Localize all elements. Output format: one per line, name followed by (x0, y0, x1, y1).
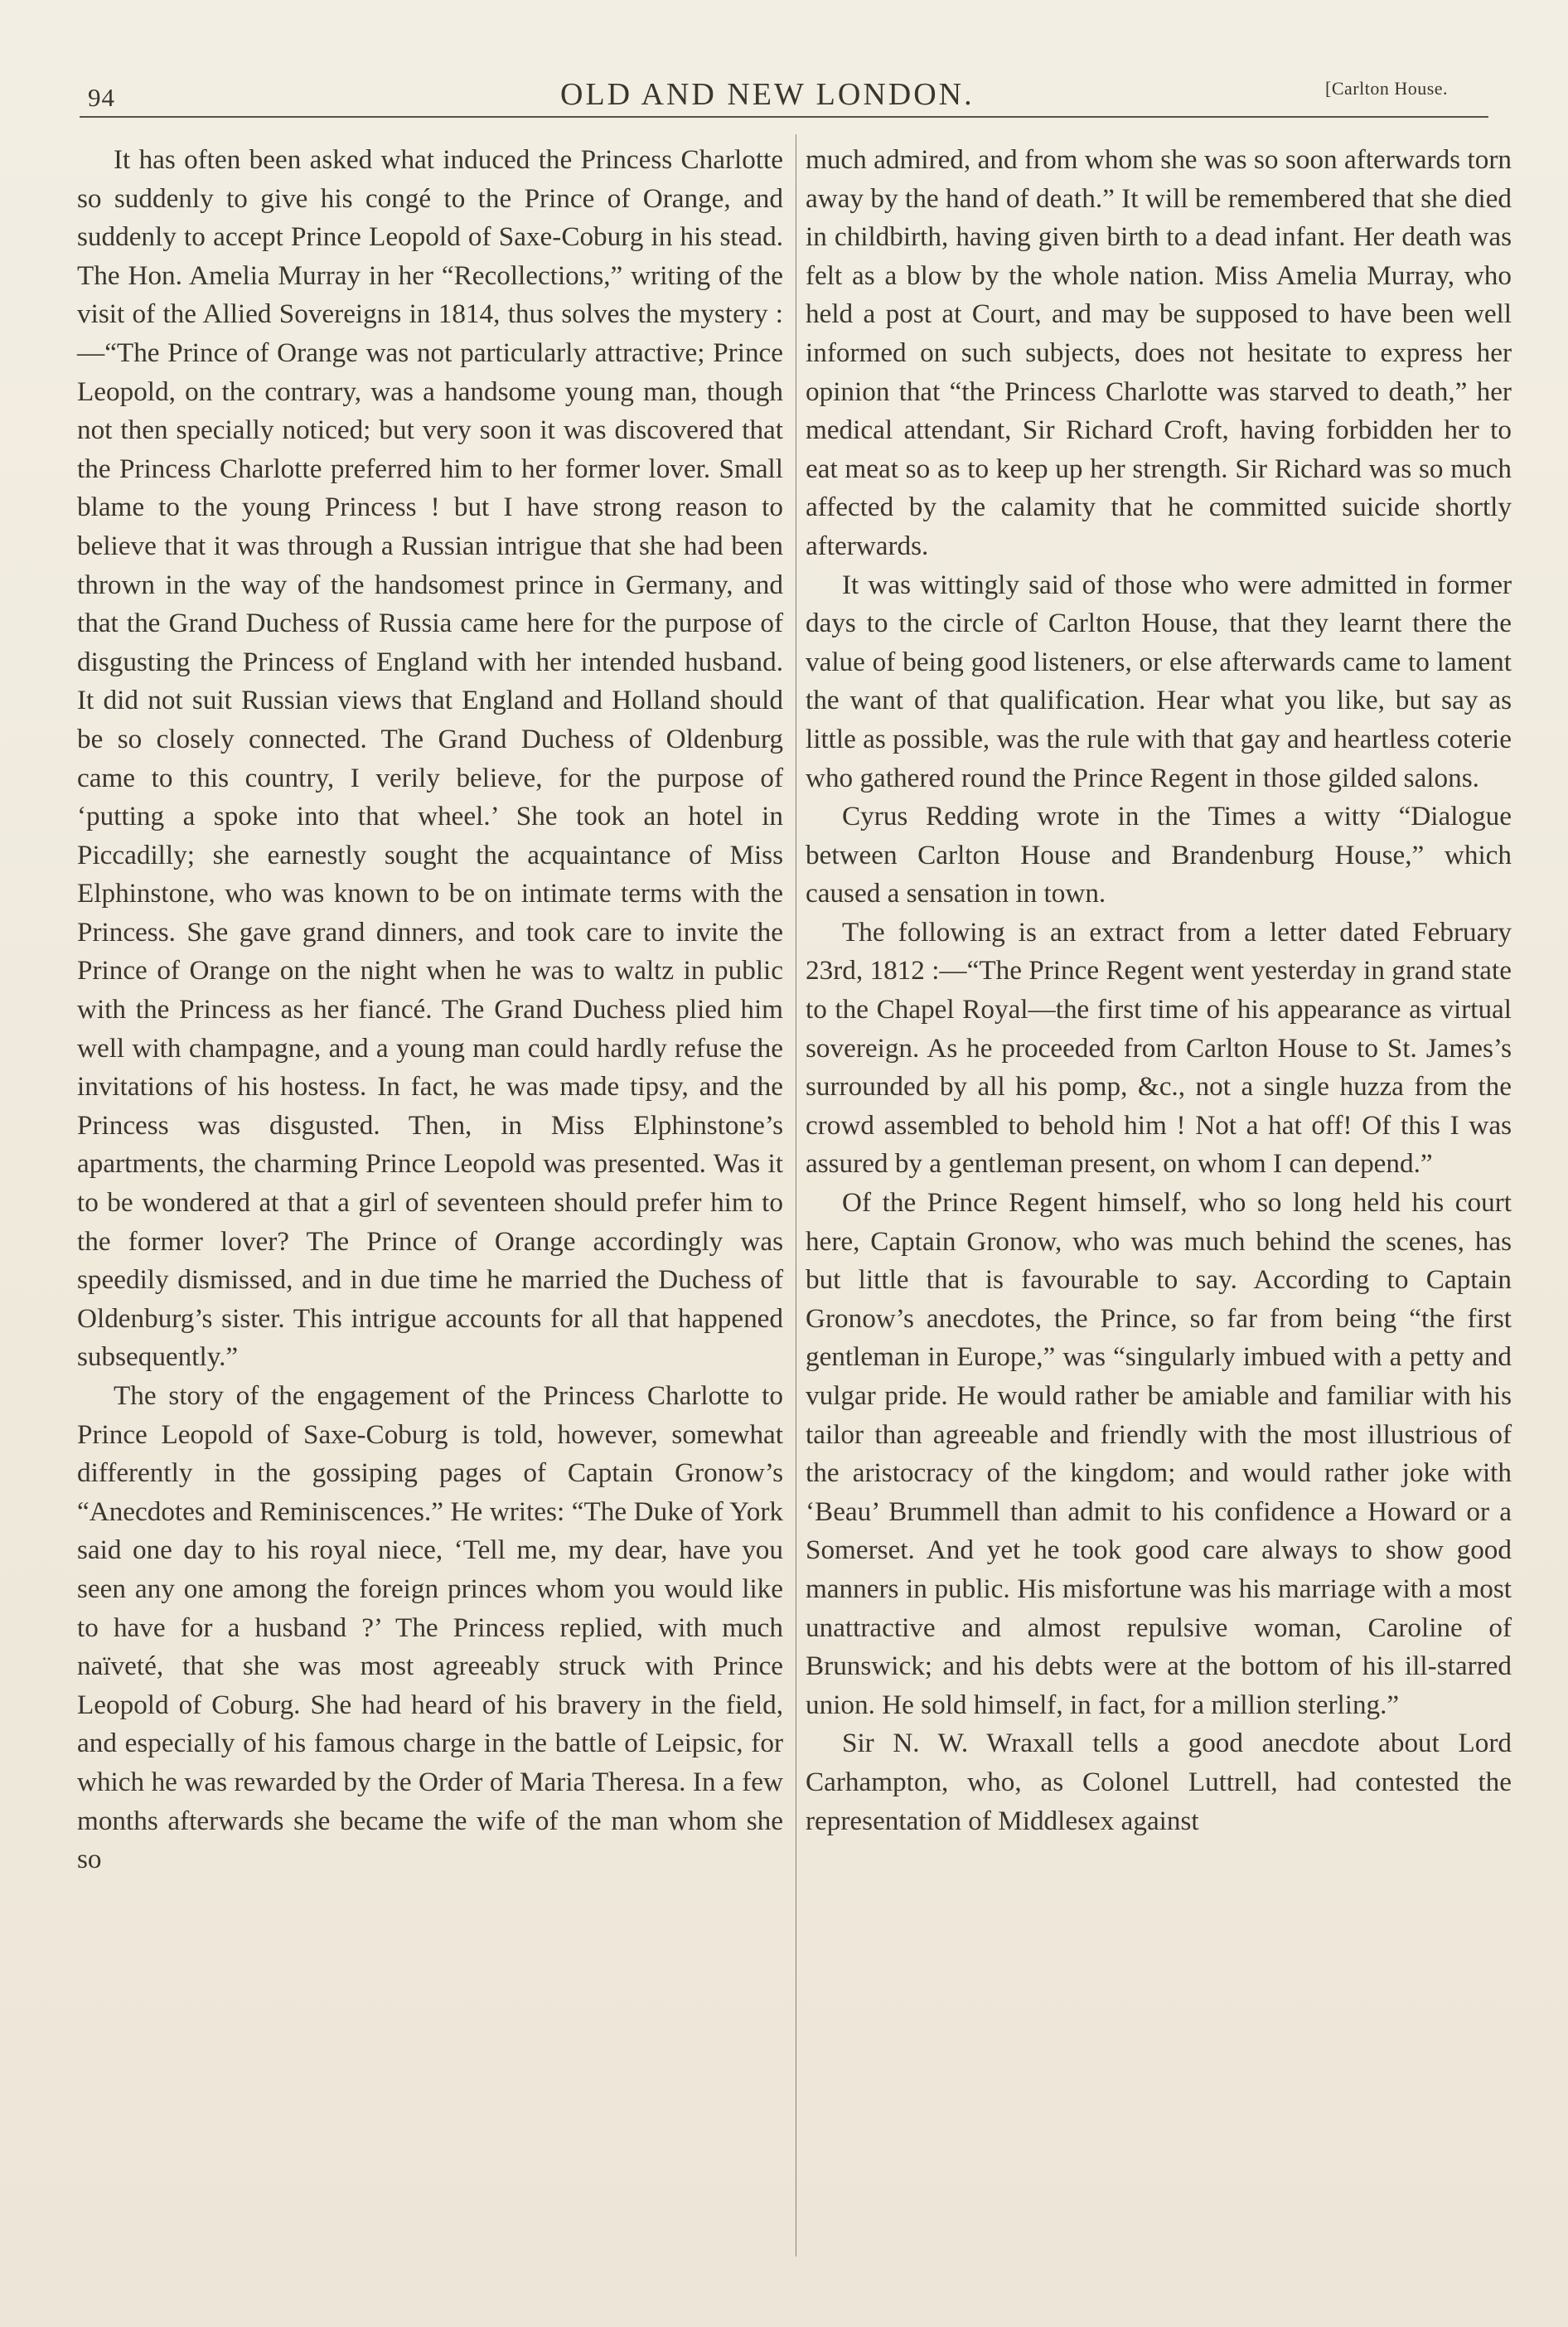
paragraph: much admired, and from whom she was so soon afterwards torn away by the hand of death.” It will be remembered that she died in childbirth, having given birth to a dead infant. Her death was felt as a blow by the whole nation. Miss Amelia Murray, who held a post at Court, and may be supposed to have been well informed on such subjects, does not hesitate to express her opinion that “the Princess Charlotte was starved to death,” her medical attendant, Sir Richard Croft, having forbidden her to eat meat so as to keep up her strength. Sir Richard was so much affected by the calamity that he committed suicide shortly afterwards. (806, 144, 1512, 561)
header-rule (80, 116, 1488, 118)
page-number: 94 (88, 83, 115, 112)
running-section: [Carlton House. (1325, 78, 1449, 99)
paragraph: Sir N. W. Wraxall tells a good anecdote about Lord Carhampton, who, as Colonel Luttrell, had contested the representation of Middlesex against (806, 1728, 1512, 1836)
paragraph: It was wittingly said of those who were admitted in former days to the circle of Carlton House, that they learnt there the value of being good listeners, or else afterwards came to lament the want of that qualification. Hear what you like, but say as little as possible, was the rule with that gay and heartless coterie who gathered round the Prince Regent in those gilded salons. (806, 569, 1512, 793)
paragraph: The story of the engagement of the Princess Charlotte to Prince Leopold of Saxe-Coburg is told, however, somewhat differently in the gossiping pages of Captain Gronow’s “Anecdotes and Reminiscences.” He writes: “The Duke of York said one day to his royal niece, ‘Tell me, my dear, have you seen any one among the foreign princes whom you would like to have for a husband ?’ The Princess replied, with much naïveté, that she was most agreeably struck with Prince Leopold of Coburg. She had heard of his bravery in the field, and especially of his famous charge in the battle of Leipsic, for which he was rewarded by the Order of Maria Theresa. In a few months afterwards she became the wife of the man whom she so (77, 1380, 783, 1875)
paragraph: The following is an extract from a letter dated February 23rd, 1812 :—“The Prince Regent went yesterday in grand state to the Chapel Royal—the first time of his appearance as virtual sovereign. As he proceeded from Carlton House to St. James’s surrounded by all his pomp, &c., not a single huzza from the crowd assembled to behold him ! Not a hat off! Of this I was assured by a gentleman present, on whom I can depend.” (806, 916, 1512, 1180)
paragraph: Of the Prince Regent himself, who so long held his court here, Captain Gronow, who was much behind the scenes, has but little that is favourable to say. According to Captain Gronow’s anecdotes, the Prince, so far from being “the first gentleman in Europe,” was “singularly imbued with a petty and vulgar pride. He would rather be amiable and familiar with his tailor than agreeable and friendly with the most illustrious of the aristocracy of the kingdom; and would rather joke with ‘Beau’ Brummell than admit to his confidence a Howard or a Somerset. And yet he took good care always to show good manners in public. His misfortune was his marriage with a most unattractive and almost repulsive woman, Caroline of Brunswick; and his debts were at the bottom of his ill-starred union. He sold himself, in fact, for a million sterling.” (806, 1187, 1512, 1720)
right-column (806, 141, 1512, 1840)
paragraph: Cyrus Redding wrote in the Times a witty “Dialogue between Carlton House and Brandenburg House,” which caused a sensation in town. (806, 801, 1512, 909)
running-title: OLD AND NEW LONDON. (560, 77, 975, 112)
paragraph: It has often been asked what induced the Princess Charlotte so suddenly to give his congé to the Prince of Orange, and suddenly to accept Prince Leopold of Saxe-Coburg in his stead. The Hon. Amelia Murray in her “Recollections,” writing of the visit of the Allied Sovereigns in 1814, thus solves the mystery :—“The Prince of Orange was not particularly attractive; Prince Leopold, on the contrary, was a handsome young man, though not then specially noticed; but very soon it was discovered that the Princess Charlotte preferred him to her former lover. Small blame to the young Princess ! but I have strong reason to believe that it was through a Russian intrigue that she had been thrown in the way of the handsomest prince in Germany, and that the Grand Duchess of Russia came here for the purpose of disgusting the Princess of England with her intended husband. It did not suit Russian views that England and Holland should be so closely connected. The Grand Duchess of Oldenburg came to this country, I verily believe, for the purpose of ‘putting a spoke into that wheel.’ She took an hotel in Piccadilly; she earnestly sought the acquaintance of Miss Elphinstone, who was known to be on intimate terms with the Princess. She gave grand dinners, and took care to invite the Prince of Orange on the night when he was to waltz in public with the Princess as her fiancé. The Grand Duchess plied him well with champagne, and a young man could hardly refuse the invitations of his hostess. In fact, he was made tipsy, and the Princess was disgusted. Then, in Miss Elphinstone’s apartments, the charming Prince Leopold was presented. Was it to be wondered at that a girl of seventeen should prefer him to the former lover? The Prince of Orange accordingly was speedily dismissed, and in due time he married the Duchess of Oldenburg’s sister. This intrigue accounts for all that happened subsequently.” (77, 144, 783, 1373)
left-column (77, 141, 783, 1879)
running-header (80, 71, 1488, 119)
